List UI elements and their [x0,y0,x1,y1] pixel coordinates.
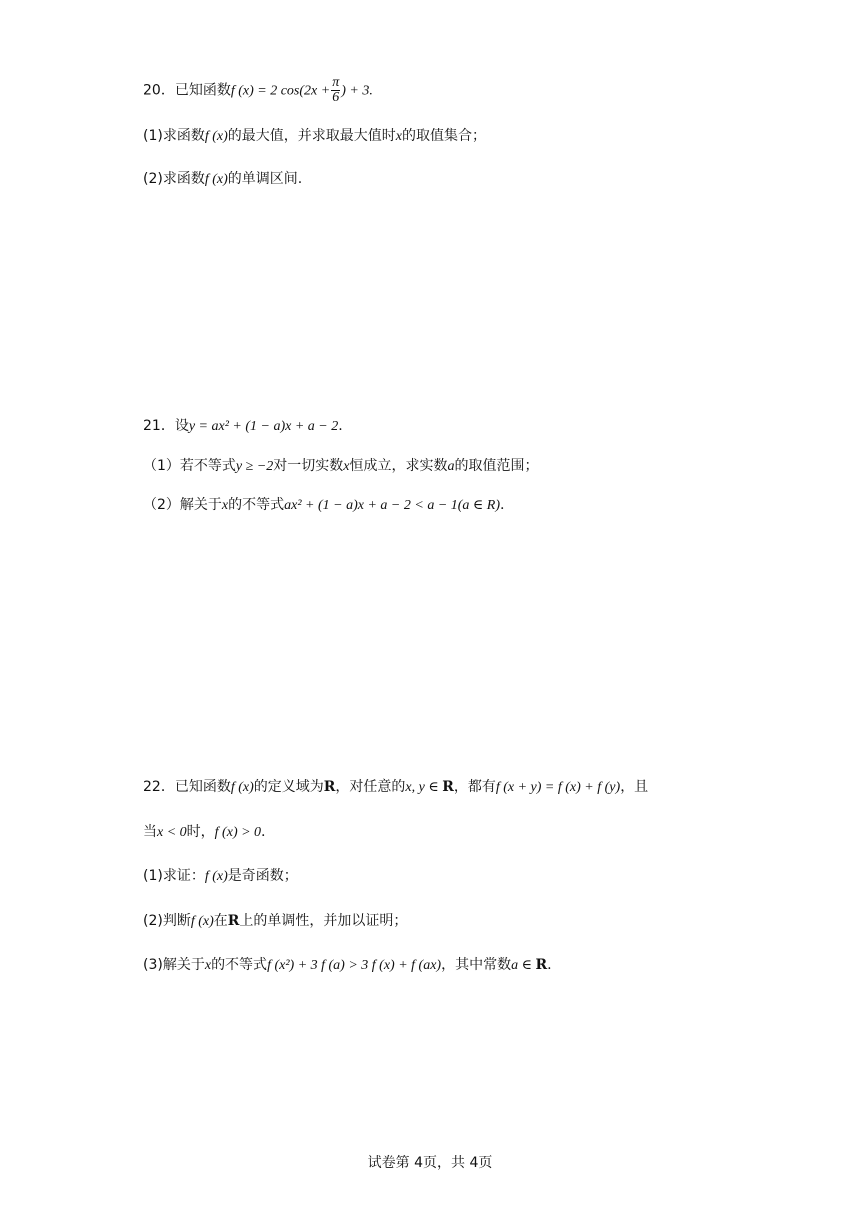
q22-part2: (2)判断f (x)在R上的单调性，并加以证明； [143,913,408,929]
q22-part1: (1)求证：f (x)是奇函数； [143,868,298,884]
q20-function: f (x) = 2 cos(2x + [230,83,331,99]
q21-stem: 21．设y = ax² + (1 − a)x + a − 2. [143,418,343,434]
q21-part2: （2）解关于x的不等式ax² + (1 − a)x + a − 2 < a − 1(a ∈ R). [143,497,505,513]
q20-stem: 20．已知函数f (x) = 2 cos(2x + $\frac{\pi}{6}$ ) + 3. [143,75,373,105]
q21-part1: （1）若不等式y ≥ −2对一切实数x恒成立，求实数a的取值范围； [143,458,539,474]
q22-stem: 22．已知函数f (x)的定义域为R，对任意的x, y ∈ R，都有f (x + y) = f (x) + f (y)，且 [143,779,649,795]
q20-part1: (1)求函数f (x)的最大值，并求取最大值时x的取值集合； [143,128,486,144]
page-footer: 试卷第 4页，共 4页 [367,1155,493,1171]
q20-part2: (2)求函数f (x)的单调区间. [143,171,303,187]
q22-condition: 当x < 0时，f (x) > 0. [143,824,266,840]
q22-part3: (3)解关于x的不等式f (x²) + 3 f (a) > 3 f (x) + f (ax)，其中常数a ∈ R. [143,957,552,973]
q20-fraction: $\frac{\pi}{6}$ [332,75,340,105]
